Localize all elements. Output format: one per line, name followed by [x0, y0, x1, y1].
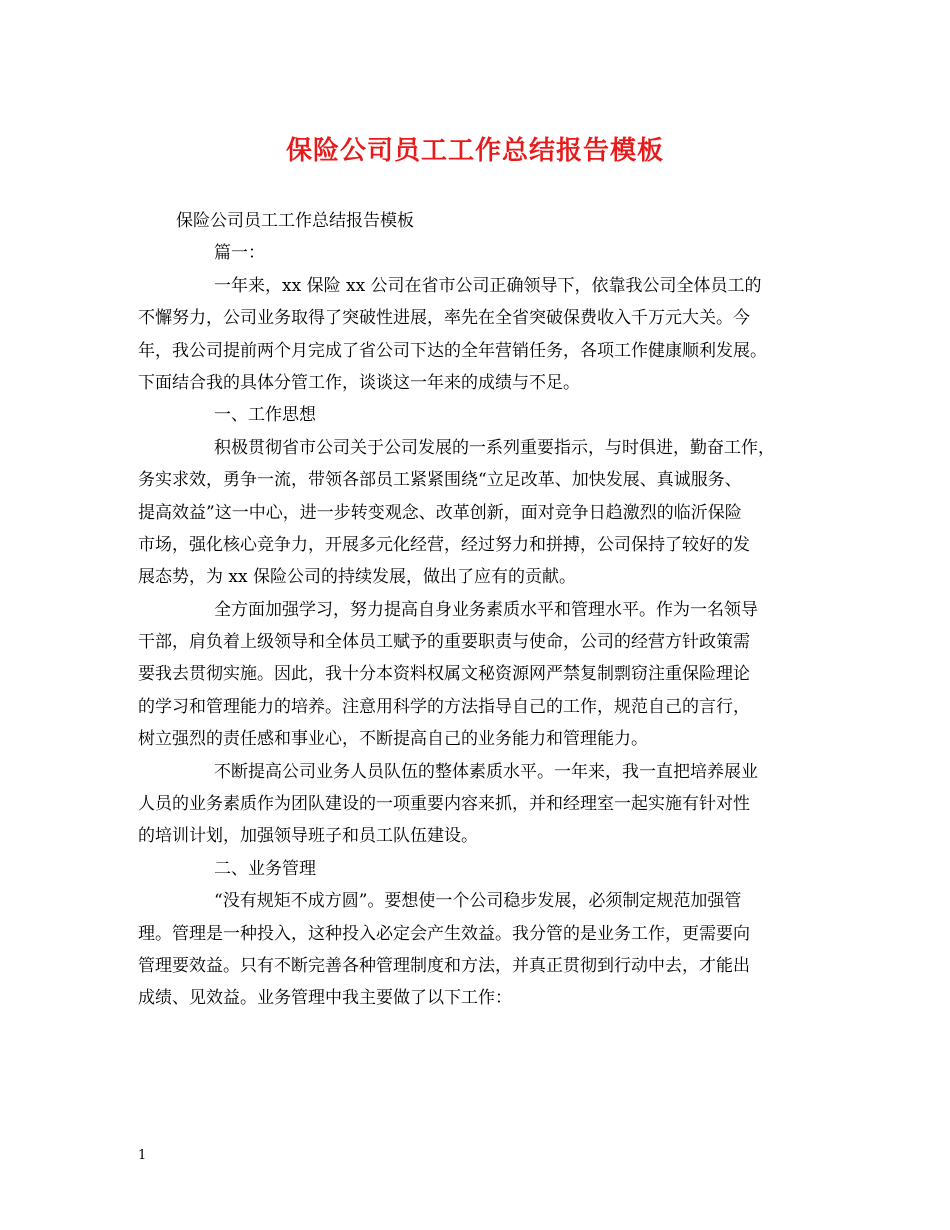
text-line: 一年来，xx 保险 xx 公司在省市公司正确领导下，依靠我公司全体员工的	[214, 275, 762, 296]
text-line: 务实求效，勇争一流，带领各部员工紧紧围绕“立足改革、加快发展、真诚服务、	[138, 470, 742, 491]
text-line: 篇一：	[214, 243, 265, 264]
text-line: 展态势，为 xx 保险公司的持续发展，做出了应有的贡献。	[138, 567, 576, 588]
text-line: 人员的业务素质作为团队建设的一项重要内容来抓，并和经理室一起实施有针对性	[138, 794, 750, 815]
text-line: 要我去贯彻实施。因此，我十分本资料权属文秘资源网严禁复制剽窃注重保险理论	[138, 664, 750, 685]
text-line: 保险公司员工工作总结报告模板	[176, 211, 414, 231]
page-number: 1	[138, 1148, 147, 1163]
text-line: 积极贯彻省市公司关于公司发展的一系列重要指示，与时俱进，勤奋工作，	[214, 437, 775, 458]
text-line: 管理要效益。只有不断完善各种管理制度和方法，并真正贯彻到行动中去，才能出	[138, 955, 750, 976]
text-line: 年，我公司提前两个月完成了省公司下达的全年营销任务，各项工作健康顺利发展。	[138, 340, 767, 361]
text-line: “没有规矩不成方圆”。要想使一个公司稳步发展，必须制定规范加强管	[214, 891, 742, 912]
text-line: 的培训计划，加强领导班子和员工队伍建设。	[138, 826, 478, 847]
text-line: 下面结合我的具体分管工作，谈谈这一年来的成绩与不足。	[138, 372, 580, 393]
text-line: 树立强烈的责任感和事业心，不断提高自己的业务能力和管理能力。	[138, 729, 648, 750]
text-line: 二、业务管理	[214, 858, 316, 879]
text-line: 的学习和管理能力的培养。注意用科学的方法指导自己的工作，规范自己的言行，	[138, 696, 750, 717]
text-line: 全方面加强学习，努力提高自身业务素质水平和管理水平。作为一名领导	[214, 599, 758, 620]
text-line: 市场，强化核心竞争力，开展多元化经营，经过努力和拼搏，公司保持了较好的发	[138, 534, 750, 555]
text-line: 理。管理是一种投入，这种投入必定会产生效益。我分管的是业务工作，更需要向	[138, 923, 750, 944]
text-line: 不断提高公司业务人员队伍的整体素质水平。一年来，我一直把培养展业	[214, 761, 758, 782]
text-line: 一、工作思想	[214, 405, 316, 426]
text-line: 提高效益”这一中心，进一步转变观念、改革创新，面对竞争日趋激烈的临沂保险	[138, 502, 742, 523]
text-line: 干部，肩负着上级领导和全体员工赋予的重要职责与使命，公司的经营方针政策需	[138, 632, 750, 653]
text-line: 不懈努力，公司业务取得了突破性进展，率先在全省突破保费收入千万元大关。今	[138, 308, 750, 329]
document-title: 保险公司员工工作总结报告模板	[285, 136, 664, 166]
text-line: 成绩、见效益。业务管理中我主要做了以下工作：	[138, 988, 512, 1009]
document-body	[138, 205, 818, 1015]
